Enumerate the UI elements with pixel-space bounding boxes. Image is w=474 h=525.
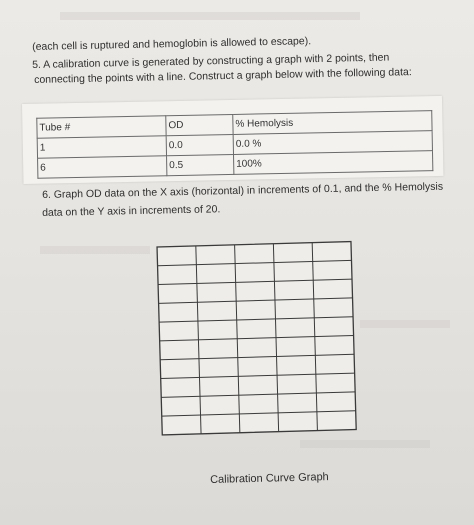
question-6-line-1: 6. Graph OD data on the X axis (horizontal) in increments of 0.1, and the % Hemolysis — [42, 180, 444, 201]
bleed-through-mark — [360, 320, 450, 328]
graph-caption: Calibration Curve Graph — [210, 471, 329, 486]
question-5-line-2: connecting the points with a line. Construct a graph below with the following data: — [34, 66, 412, 86]
header-od: OD — [166, 114, 233, 135]
cell-od: 0.5 — [167, 154, 234, 175]
bleed-through-mark — [300, 440, 430, 448]
cell-tube: 1 — [37, 136, 166, 158]
cell-od: 0.0 — [166, 134, 233, 155]
question-6-line-2: data on the Y axis in increments of 20. — [42, 203, 221, 219]
grid-lines — [156, 241, 357, 436]
data-table-sheet — [22, 96, 443, 184]
cell-tube: 6 — [38, 156, 167, 178]
bleed-through-mark — [40, 246, 150, 254]
cell-hemolysis: 0.0 % — [233, 131, 432, 155]
bleed-through-mark — [60, 12, 360, 20]
header-hemolysis: % Hemolysis — [233, 111, 432, 135]
graph-paper-grid[interactable] — [156, 241, 357, 436]
calibration-data-table — [36, 110, 433, 179]
question-5-line-1: 5. A calibration curve is generated by constructing a graph with 2 points, then — [32, 51, 390, 71]
cell-hemolysis: 100% — [234, 151, 433, 175]
header-tube: Tube # — [37, 116, 166, 138]
text-line-1: (each cell is ruptured and hemoglobin is allowed to escape). — [32, 35, 312, 53]
